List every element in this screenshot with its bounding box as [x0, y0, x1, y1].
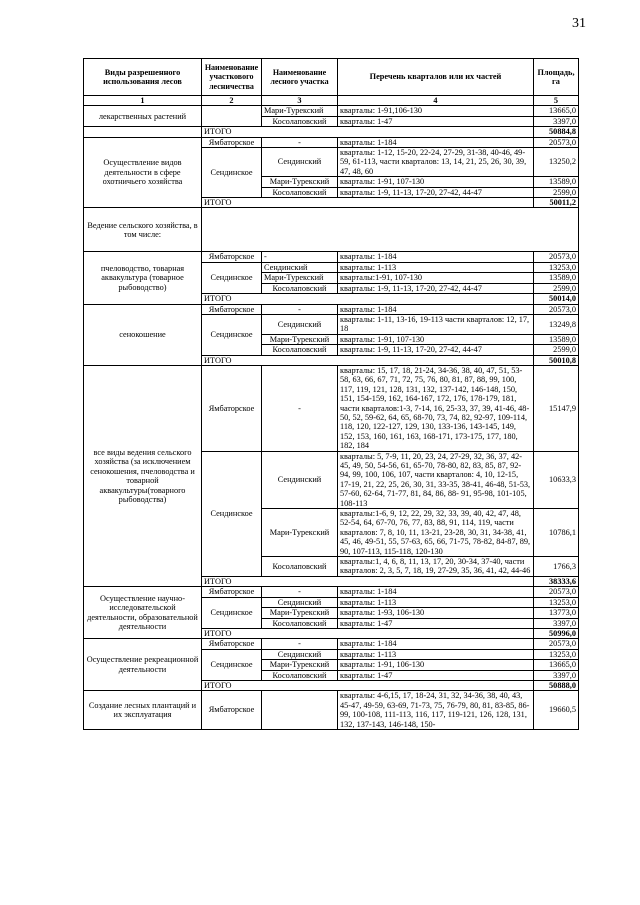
quarters-cell: кварталы: 1-184 — [338, 639, 534, 649]
table-row — [84, 587, 579, 597]
area-cell: 3397,0 — [534, 116, 579, 126]
forest-cell: Мари-Турекский — [262, 273, 338, 283]
forest-cell — [262, 691, 338, 730]
district-cell: Ямбаторское — [202, 304, 262, 314]
use-cell: сенокошение — [84, 304, 202, 365]
quarters-cell: кварталы: 1-91, 106-130 — [338, 660, 534, 670]
area-cell: 10786,1 — [534, 509, 579, 557]
forest-cell: - — [262, 252, 338, 262]
forest-cell: Косолаповский — [262, 557, 338, 577]
header-forest: Наименование лесного участка — [262, 59, 338, 96]
area-cell: 20573,0 — [534, 137, 579, 147]
col-number: 2 — [202, 96, 262, 106]
total-row — [84, 127, 579, 137]
total-label: ИТОГО — [202, 576, 534, 586]
district-cell: Сендинское — [202, 597, 262, 628]
quarters-cell: кварталы: 1-9, 11-13, 17-20, 27-42, 44-47 — [338, 345, 534, 355]
header-use: Виды разрешенного использования лесов — [84, 59, 202, 96]
total-label: ИТОГО — [202, 628, 534, 638]
total-label: ИТОГО — [202, 127, 534, 137]
quarters-cell: кварталы: 1-11, 13-16, 19-113 части кварталов: 12, 17, 18 — [338, 314, 534, 334]
quarters-cell: кварталы: 1-113 — [338, 597, 534, 607]
column-number-row — [84, 96, 579, 106]
quarters-cell: кварталы: 1-91,106-130 — [338, 106, 534, 116]
quarters-cell: кварталы: 1-184 — [338, 252, 534, 262]
quarters-cell: кварталы: 15, 17, 18, 21-24, 34-36, 38, 40, 47, 51, 53-58, 63, 66, 67, 71, 72, 75, 76, 80, 81, 87, 88, 99, 100, 117, 119, 121, 128, 131, 132, 137-142, 146-148, 150, 151, 154-159, 162, 164-167, 172, 176, 178-179, 181, части кварталов:1-3, 7-14, 16, 25-33, 37, 39, 41-46, 48-50, 52, 59-62, 64, 65, 68-70, 73, 74, 82, 92-97, 109-114, 118, 120, 122-127, 129, 130, 133-136, 143-145, 149, 152, 153, 160, 161, 163, 168-171, 173-175, 177, 180, 182, 184 — [338, 365, 534, 451]
total-label: ИТОГО — [202, 355, 534, 365]
area-cell: 13253,0 — [534, 262, 579, 272]
area-cell: 3397,0 — [534, 618, 579, 628]
quarters-cell: кварталы: 1-113 — [338, 649, 534, 659]
total-value: 50888,0 — [534, 680, 579, 690]
total-label: ИТОГО — [202, 294, 534, 304]
area-cell: 19660,5 — [534, 691, 579, 730]
col-number: 1 — [84, 96, 202, 106]
total-value: 50014,0 — [534, 294, 579, 304]
forest-cell: - — [262, 587, 338, 597]
quarters-cell: кварталы:1-91, 107-130 — [338, 273, 534, 283]
table-row — [84, 304, 579, 314]
area-cell: 20573,0 — [534, 304, 579, 314]
forest-cell: Косолаповский — [262, 670, 338, 680]
use-cell: пчеловодство, товарная аквакультура (товарное рыбоводство) — [84, 252, 202, 304]
total-label: ИТОГО — [202, 198, 534, 208]
quarters-cell: кварталы: 1-91, 107-130 — [338, 177, 534, 187]
quarters-cell: кварталы:1, 4, 6, 8, 11, 13, 17, 20, 30-34, 37-40, части кварталов: 2, 3, 5, 7, 18, 19, 27-29, 35, 36, 41, 42, 44-46 — [338, 557, 534, 577]
forest-cell: - — [262, 639, 338, 649]
forest-cell: Мари-Турекский — [262, 509, 338, 557]
header-row — [84, 59, 579, 96]
forest-cell: Мари-Турекский — [262, 608, 338, 618]
total-value: 50011,2 — [534, 198, 579, 208]
area-cell: 13589,0 — [534, 177, 579, 187]
district-cell: Сендинское — [202, 451, 262, 576]
col-number: 4 — [338, 96, 534, 106]
area-cell: 13250,2 — [534, 148, 579, 177]
district-cell: Сендинское — [202, 148, 262, 198]
total-value: 50010,8 — [534, 355, 579, 365]
forest-cell: Косолаповский — [262, 116, 338, 126]
area-cell: 20573,0 — [534, 587, 579, 597]
use-cell: Ведение сельского хозяйства, в том числе: — [84, 208, 202, 252]
area-cell: 15147,9 — [534, 365, 579, 451]
area-cell: 2599,0 — [534, 187, 579, 197]
area-cell: 13253,0 — [534, 649, 579, 659]
district-cell: Сендинское — [202, 649, 262, 680]
area-cell: 2599,0 — [534, 283, 579, 293]
quarters-cell: кварталы: 1-47 — [338, 618, 534, 628]
forest-use-table — [83, 58, 579, 730]
use-cell: Осуществление видов деятельности в сфере охотничьего хозяйства — [84, 137, 202, 208]
forest-cell: - — [262, 365, 338, 451]
quarters-cell: кварталы: 1-184 — [338, 304, 534, 314]
area-cell: 3397,0 — [534, 670, 579, 680]
area-cell: 13665,0 — [534, 106, 579, 116]
district-cell — [202, 106, 262, 127]
table-row — [84, 106, 579, 116]
quarters-cell: кварталы: 1-12, 15-20, 22-24, 27-29, 31-38, 40-46, 49-59, 61-113, части кварталов: 13, 14, 21, 25, 26, 30, 39, 47, 48, 60 — [338, 148, 534, 177]
table-row — [84, 639, 579, 649]
forest-cell: Мари-Турекский — [262, 177, 338, 187]
quarters-cell: кварталы: 5, 7-9, 11, 20, 23, 24, 27-29, 32, 36, 37, 42-45, 49, 50, 54-56, 61, 65-70, 78-80, 82, 83, 85, 87, 92-94, 99, 100, 106, 107, части кварталов: 4, 10, 12-15, 17-19, 21, 22, 25, 26, 30, 31, 33-35, 38-41, 46-48, 51-53, 57-60, 62-64, 71-77, 81, 84, 86, 88- 91, 95-98, 101-105, 108-113 — [338, 451, 534, 508]
area-cell: 20573,0 — [534, 252, 579, 262]
area-cell: 13253,0 — [534, 597, 579, 607]
district-cell: Сендинское — [202, 262, 262, 293]
table-row — [84, 365, 579, 451]
quarters-cell: кварталы: 4-6,15, 17, 18-24, 31, 32, 34-36, 38, 40, 43, 45-47, 49-59, 63-69, 71-73, 75, 76-79, 80, 81, 83-85, 86-99, 100-108, 111-113, 116, 117, 119-121, 126, 128, 131, 132, 137-143, 146-148, 150- — [338, 691, 534, 730]
district-cell: Ямбаторское — [202, 587, 262, 597]
use-cell: Осуществление рекреационной деятельности — [84, 639, 202, 691]
total-value: 38333,6 — [534, 576, 579, 586]
quarters-cell: кварталы: 1-184 — [338, 587, 534, 597]
forest-cell: Мари-Турекский — [262, 660, 338, 670]
district-cell: Ямбаторское — [202, 252, 262, 262]
area-cell: 20573,0 — [534, 639, 579, 649]
quarters-cell: кварталы:1-6, 9, 12, 22, 29, 32, 33, 39, 40, 42, 47, 48, 52-54, 64, 67-70, 76, 77, 83, 88, 91, 114, 119, части кварталов: 7, 8, 10, 11, 13-21, 23-28, 30, 31, 34-38, 41, 45, 46, 49-51, 55, 57-63, 65, 66, 71-75, 78-82, 84-87, 89, 90, 107-113, 115-118, 120-130 — [338, 509, 534, 557]
forest-cell: - — [262, 304, 338, 314]
area-cell: 13249,8 — [534, 314, 579, 334]
district-cell: Ямбаторское — [202, 691, 262, 730]
header-district: Наименование участкового лесничества — [202, 59, 262, 96]
col-number: 3 — [262, 96, 338, 106]
total-value: 50996,0 — [534, 628, 579, 638]
forest-cell: Мари-Турекский — [262, 106, 338, 116]
area-cell: 13665,0 — [534, 660, 579, 670]
header-area: Площадь, га — [534, 59, 579, 96]
quarters-cell: кварталы: 1-91, 107-130 — [338, 334, 534, 344]
quarters-cell: кварталы: 1-47 — [338, 116, 534, 126]
quarters-cell: кварталы: 1-47 — [338, 670, 534, 680]
district-cell: Ямбаторское — [202, 365, 262, 451]
area-cell: 13773,0 — [534, 608, 579, 618]
forest-cell: Косолаповский — [262, 187, 338, 197]
quarters-cell: кварталы: 1-9, 11-13, 17-20, 27-42, 44-47 — [338, 187, 534, 197]
use-cell: лекарственных растений — [84, 106, 202, 127]
use-cell: все виды ведения сельского хозяйства (за исключением сенокошения, пчеловодства и товарной аквакультуры(товарного рыбоводства) — [84, 365, 202, 586]
forest-cell: Сендинский — [262, 314, 338, 334]
forest-cell: Сендинский — [262, 148, 338, 177]
quarters-cell: кварталы: 1-184 — [338, 137, 534, 147]
section-row — [84, 208, 579, 252]
district-cell: Ямбаторское — [202, 137, 262, 147]
page-number: 31 — [572, 16, 586, 31]
forest-cell: Сендинский — [262, 649, 338, 659]
use-cell: Создание лесных плантаций и их эксплуатация — [84, 691, 202, 730]
forest-cell: Сендинский — [262, 597, 338, 607]
quarters-cell: кварталы: 1-93, 106-130 — [338, 608, 534, 618]
table-row — [84, 691, 579, 730]
forest-cell: Косолаповский — [262, 283, 338, 293]
area-cell: 13589,0 — [534, 273, 579, 283]
forest-cell: Сендинский — [262, 451, 338, 508]
forest-cell: Сендинский — [262, 262, 338, 272]
total-label: ИТОГО — [202, 680, 534, 690]
area-cell: 1766,3 — [534, 557, 579, 577]
table-row — [84, 252, 579, 262]
col-number: 5 — [534, 96, 579, 106]
area-cell: 2599,0 — [534, 345, 579, 355]
table-row — [84, 137, 579, 147]
district-cell: Сендинское — [202, 314, 262, 355]
forest-cell: Косолаповский — [262, 345, 338, 355]
forest-cell: Мари-Турекский — [262, 334, 338, 344]
total-value: 50884,8 — [534, 127, 579, 137]
area-cell: 13589,0 — [534, 334, 579, 344]
use-cell: Осуществление научно-исследовательской деятельности, образовательной деятельности — [84, 587, 202, 639]
quarters-cell: кварталы: 1-9, 11-13, 17-20, 27-42, 44-47 — [338, 283, 534, 293]
header-quarters: Перечень кварталов или их частей — [338, 59, 534, 96]
quarters-cell: кварталы: 1-113 — [338, 262, 534, 272]
forest-cell: - — [262, 137, 338, 147]
district-cell: Ямбаторское — [202, 639, 262, 649]
area-cell: 10633,3 — [534, 451, 579, 508]
forest-cell: Косолаповский — [262, 618, 338, 628]
